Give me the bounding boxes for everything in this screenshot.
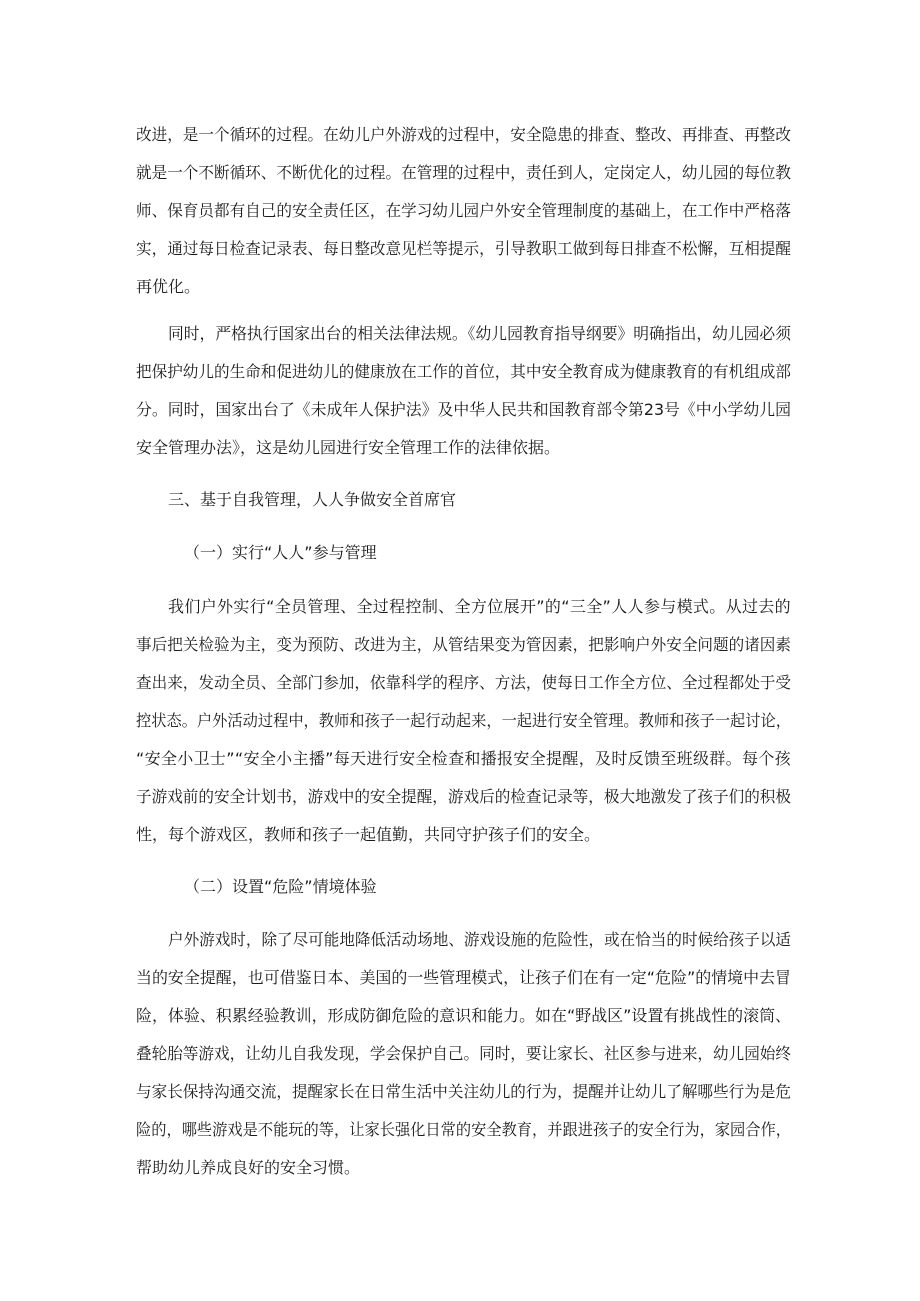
text-line: 控状态。户外活动过程中，教师和孩子一起行动起来，一起进行安全管理。教师和孩子一起讨论， bbox=[136, 711, 791, 730]
text-line: 师、保育员都有自己的安全责任区，在学习幼儿园户外安全管理制度的基础上，在工作中严格落 bbox=[136, 201, 792, 220]
text-line: 安全管理办法》，这是幼儿园进行安全管理工作的法律依据。 bbox=[136, 438, 561, 457]
text-line: 子游戏前的安全计划书，游戏中的安全提醒，游戏后的检查记录等，极大地激发了孩子们的积极 bbox=[136, 787, 792, 806]
text-line: 帮助幼儿养成良好的安全习惯。 bbox=[136, 1158, 361, 1177]
text-line: 再优化。 bbox=[136, 277, 201, 296]
text-line: 性，每个游戏区，教师和孩子一起值勤，共同守护孩子们的安全。 bbox=[136, 825, 601, 844]
text-line: 事后把关检验为主，变为预防、改进为主，从管结果变为管因素，把影响户外安全问题的诸因素 bbox=[136, 635, 792, 654]
text-line: 险的，哪些游戏是不能玩的等，让家长强化日常的安全教育，并跟进孩子的安全行为，家园合作， bbox=[136, 1120, 791, 1139]
text-line: 把保护幼儿的生命和促进幼儿的健康放在工作的首位，其中安全教育成为健康教育的有机组成部 bbox=[136, 362, 792, 381]
text-line: 查出来，发动全员、全部门参加，依靠科学的程序、方法，使每日工作全方位、全过程都处于受 bbox=[136, 673, 792, 692]
section-heading: 三、基于自我管理，人人争做安全首席官 bbox=[168, 490, 457, 509]
text-line: 当的安全提醒，也可借鉴日本、美国的一些管理模式，让孩子们在有一定“危险”的情境中去冒 bbox=[136, 968, 792, 987]
text-line: 同时，严格执行国家出台的相关法律法规。《幼儿园教育指导纲要》明确指出，幼儿园必须 bbox=[168, 324, 791, 343]
text-line: “安全小卫士”“安全小主播”每天进行安全检查和播报安全提醒，及时反馈至班级群。每个孩 bbox=[136, 749, 791, 768]
text-line: 分。同时，国家出台了《未成年人保护法》及中华人民共和国教育部令第23号《中小学幼儿园 bbox=[136, 400, 792, 419]
text-line: 改进，是一个循环的过程。在幼儿户外游戏的过程中，安全隐患的排查、整改、再排查、再整改 bbox=[136, 125, 792, 144]
text-line: 险，体验、积累经验教训，形成防御危险的意识和能力。如在“野战区”设置有挑战性的滚筒、 bbox=[136, 1006, 792, 1025]
subsection-heading: （一）实行“人人”参与管理 bbox=[184, 543, 377, 562]
text-line: 就是一个不断循环、不断优化的过程。在管理的过程中，责任到人，定岗定人，幼儿园的每位教 bbox=[136, 163, 792, 182]
text-line: 户外游戏时，除了尽可能地降低活动场地、游戏设施的危险性，或在恰当的时候给孩子以适 bbox=[168, 930, 791, 949]
text-line: 实，通过每日检查记录表、每日整改意见栏等提示，引导教职工做到每日排查不松懈，互相提醒 bbox=[136, 239, 792, 258]
text-line: 叠轮胎等游戏，让幼儿自我发现，学会保护自己。同时，要让家长、社区参与进来，幼儿园始终 bbox=[136, 1044, 792, 1063]
text-line: 与家长保持沟通交流，提醒家长在日常生活中关注幼儿的行为，提醒并让幼儿了解哪些行为是危 bbox=[136, 1082, 792, 1101]
subsection-heading: （二）设置“危险”情境体验 bbox=[184, 877, 377, 896]
text-line: 我们户外实行“全员管理、全过程控制、全方位展开”的“三全”人人参与模式。从过去的 bbox=[168, 597, 791, 616]
